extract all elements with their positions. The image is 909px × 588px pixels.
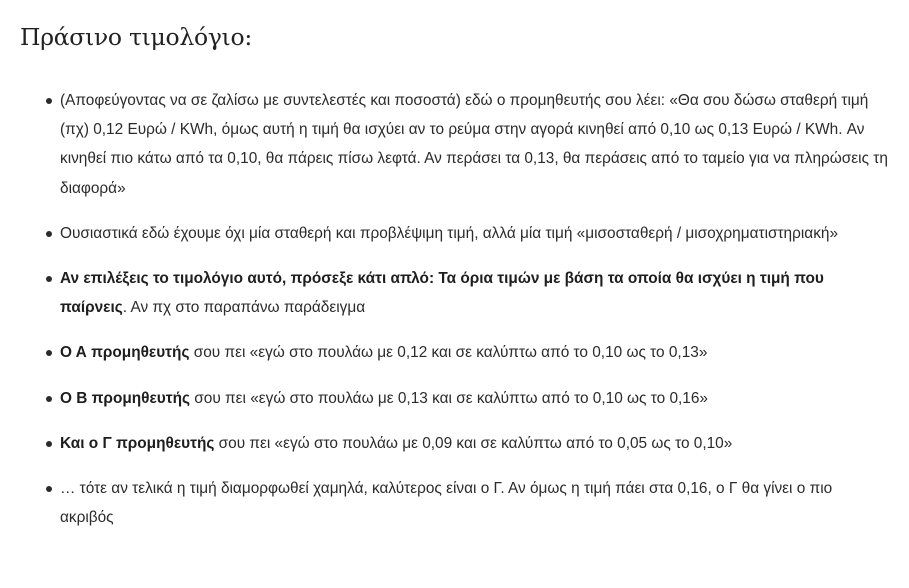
list-item xyxy=(60,86,890,203)
item-text: σου πει «εγώ στο πουλάω με 0,09 και σε καλύπτω από το 0,05 ως το 0,10» xyxy=(214,434,733,452)
item-text: . Αν πχ στο παραπάνω παράδειγμα xyxy=(122,299,366,317)
list-item xyxy=(60,338,890,367)
item-text: σου πει «εγώ στο πουλάω με 0,12 και σε καλύπτω από το 0,10 ως το 0,13» xyxy=(189,344,708,362)
bullet-dot-icon xyxy=(46,276,52,282)
list-item xyxy=(60,474,890,532)
bullet-dot-icon xyxy=(46,441,52,447)
list-item xyxy=(60,429,890,458)
item-text: σου πει «εγώ στο πουλάω με 0,13 και σε καλύπτω από το 0,10 ως το 0,16» xyxy=(190,389,708,407)
item-bold-text: Ο Α προμηθευτής xyxy=(60,344,190,362)
item-text: (Αποφεύγοντας να σε ζαλίσω με συντελεστές και ποσοστά) εδώ ο προμηθευτής σου λέει: «Θα σου δώσω σταθερή τιμή (πχ) 0,12 Ευρώ / KWh, όμως αυτή η τιμή θα ισχύει αν το ρεύμα στην αγορά κινηθεί από 0,10 ως 0,13 Ευρώ / KWh. Αν κινηθεί πιο κάτω από τα 0,10, θα πάρεις πίσω λεφτά. Αν περάσει τα 0,13, θα περάσεις από το ταμείο για να πληρώσεις τη διαφορά» xyxy=(60,92,888,197)
bullet-dot-icon xyxy=(46,98,52,104)
item-bold-text: Ο Β προμηθευτής xyxy=(60,389,191,407)
bullet-list xyxy=(60,86,890,548)
bullet-dot-icon xyxy=(46,350,52,356)
item-text: Ουσιαστικά εδώ έχουμε όχι μία σταθερή και προβλέψιμη τιμή, αλλά μία τιμή «μισοσταθερή / μισοχρηματιστηριακή» xyxy=(60,224,839,242)
bullet-dot-icon xyxy=(46,396,52,402)
bullet-dot-icon xyxy=(46,486,52,492)
section-heading: Πράσινο τιμολόγιο: xyxy=(20,23,252,51)
list-item xyxy=(60,384,890,413)
item-bold-text: Και ο Γ προμηθευτής xyxy=(60,434,215,452)
item-text: … τότε αν τελικά η τιμή διαμορφωθεί χαμηλά, καλύτερος είναι ο Γ. Αν όμως η τιμή πάει στα 0,16, ο Γ θα γίνει ο πιο ακριβός xyxy=(60,480,833,527)
item-bold-text: Αν επιλέξεις το τιμολόγιο αυτό, πρόσεξε κάτι απλό: Τα όρια τιμών με βάση τα οποία θα ισχύει η τιμή που παίρνεις xyxy=(60,270,824,317)
bullet-dot-icon xyxy=(46,231,52,237)
list-item xyxy=(60,219,890,248)
list-item xyxy=(60,264,890,322)
